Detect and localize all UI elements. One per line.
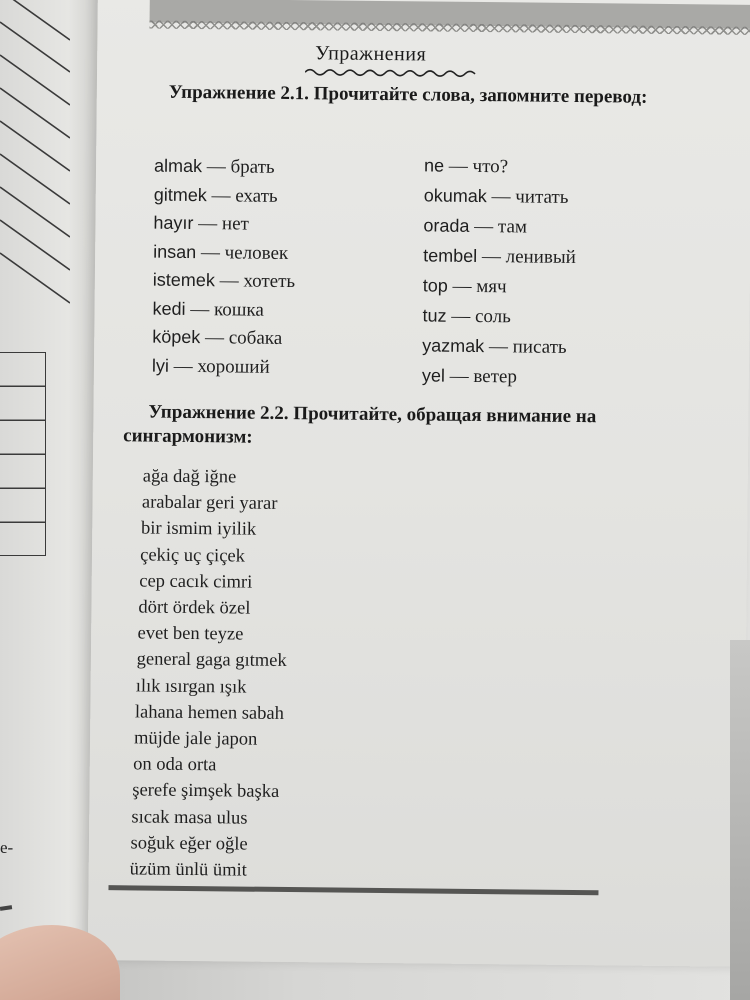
word-pair <box>153 241 288 264</box>
word-pair <box>424 155 508 178</box>
practice-line: ağa dağ iğne <box>142 466 237 488</box>
word-pair <box>154 184 278 207</box>
dash: — <box>196 241 225 263</box>
russian-translation: хороший <box>197 355 270 378</box>
dash: — <box>206 184 236 206</box>
bottom-rule <box>108 885 598 895</box>
title-wave-underline <box>305 67 477 79</box>
practice-line: arabalar geri yarar <box>141 492 278 515</box>
word-pair <box>152 298 264 321</box>
turkish-word: insan <box>153 241 197 262</box>
russian-translation: читать <box>515 186 569 208</box>
word-pair <box>153 213 249 236</box>
turkish-word: yazmak <box>422 335 485 357</box>
russian-translation: там <box>497 216 528 238</box>
exercise-2-2-heading: Упражнение 2.2. Прочитайте, обращая внимание на сингармонизм: <box>123 401 597 448</box>
russian-translation: соль <box>474 305 511 328</box>
dash: — <box>484 336 513 358</box>
turkish-word: ne <box>423 155 445 176</box>
dash: — <box>446 305 476 327</box>
dash: — <box>444 365 474 387</box>
word-pair <box>422 365 517 388</box>
word-pair <box>423 245 576 269</box>
practice-line: evet ben teyze <box>137 623 244 645</box>
turkish-word: gitmek <box>153 184 207 205</box>
turkish-word: yel <box>421 365 445 386</box>
turkish-word: almak <box>153 155 203 177</box>
russian-translation: кошка <box>213 298 264 321</box>
left-page-edge <box>0 0 98 940</box>
dash: — <box>193 213 223 235</box>
word-pair <box>422 305 511 328</box>
practice-line: çekiç uç çiçek <box>140 545 246 567</box>
dash: — <box>214 270 244 292</box>
russian-translation: писать <box>512 336 567 358</box>
practice-line: üzüm ünlü ümit <box>129 859 247 881</box>
turkish-word: top <box>422 275 448 296</box>
practice-line: on oda orta <box>133 754 217 776</box>
turkish-word: hayır <box>153 212 194 234</box>
russian-translation: ленивый <box>505 246 576 269</box>
word-pair <box>423 275 507 298</box>
turkish-word: köpek <box>152 326 201 348</box>
turkish-word: tuz <box>422 305 447 326</box>
word-pair <box>422 335 567 359</box>
dash: — <box>200 327 229 349</box>
turkish-word: orada <box>423 215 470 236</box>
practice-line: soğuk eğer oğle <box>130 833 248 855</box>
practice-line: dört ördek özel <box>138 597 251 619</box>
russian-translation: брать <box>230 156 275 178</box>
turkish-word: tembel <box>423 245 478 266</box>
russian-translation: нет <box>221 213 249 235</box>
practice-line: cep cacık cimri <box>139 571 253 593</box>
russian-translation: ветер <box>473 365 518 388</box>
turkish-word: lyi <box>151 355 170 376</box>
russian-translation: собака <box>228 327 283 349</box>
practice-line: ılık ısırgan ışık <box>135 676 247 698</box>
word-pair <box>152 355 270 378</box>
practice-line: bir ismim iyilik <box>140 518 257 541</box>
word-pair <box>153 270 295 293</box>
practice-line: müjde jale japon <box>133 728 258 750</box>
left-page-rule <box>0 905 12 911</box>
turkish-word: okumak <box>423 185 487 207</box>
section-title: Упражнения <box>315 42 427 66</box>
left-page-text-fragment: е- <box>0 838 14 857</box>
dash: — <box>185 298 215 320</box>
word-pair <box>423 215 527 238</box>
word-pair <box>424 185 569 209</box>
background-shadow <box>730 640 750 1000</box>
russian-translation: хотеть <box>243 270 296 293</box>
exercise-2-1-heading: Упражнение 2.1. Прочитайте слова, запомните перевод: <box>168 81 648 108</box>
dash: — <box>486 186 516 208</box>
dash: — <box>469 215 499 238</box>
dash: — <box>477 245 506 268</box>
russian-translation: что? <box>472 155 509 178</box>
russian-translation: ехать <box>235 184 278 207</box>
dash: — <box>201 156 231 178</box>
practice-line: general gaga gıtmek <box>136 649 287 672</box>
left-page-diagonal-lines <box>0 0 70 310</box>
dash: — <box>168 355 198 377</box>
practice-line: sıcak masa ulus <box>131 806 248 829</box>
turkish-word: kedi <box>152 298 186 319</box>
word-pair <box>154 156 275 179</box>
book-page <box>88 0 750 967</box>
practice-line: lahana hemen sabah <box>134 702 284 724</box>
dash: — <box>443 155 473 177</box>
left-page-table <box>0 352 46 556</box>
practice-line: şerefe şimşek başka <box>132 780 280 803</box>
russian-translation: человек <box>224 241 289 264</box>
dash: — <box>447 275 477 297</box>
russian-translation: мяч <box>476 275 507 298</box>
turkish-word: istemek <box>152 269 215 291</box>
word-pair <box>152 327 282 350</box>
